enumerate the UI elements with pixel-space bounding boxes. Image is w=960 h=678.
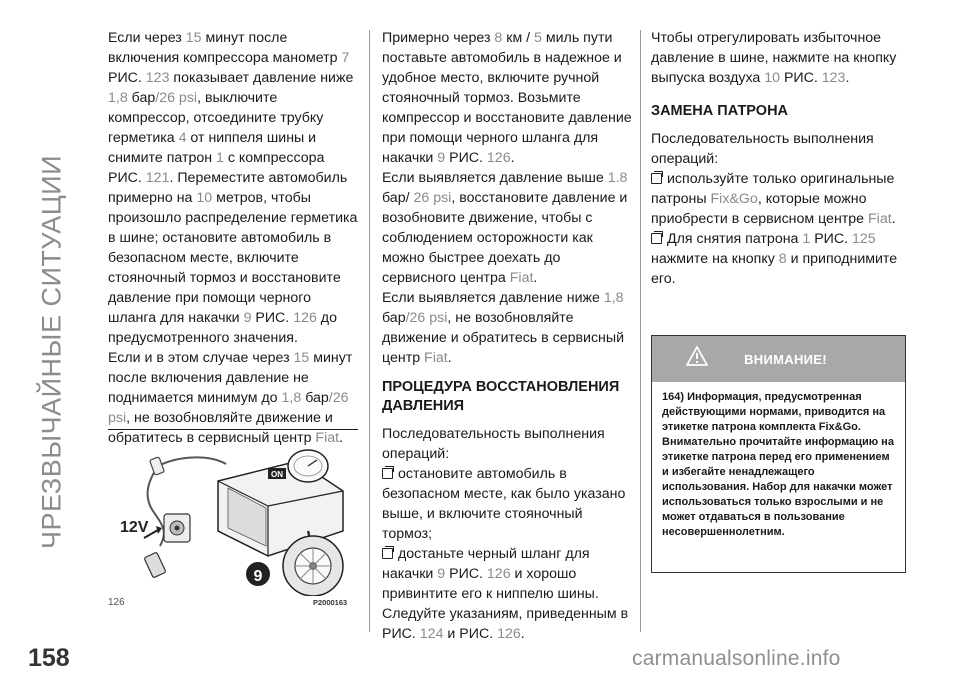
reference-value: 125: [852, 231, 876, 247]
reference-value: 123: [821, 70, 846, 86]
text-run: с компрессора РИС.: [108, 150, 325, 186]
text-run: Если через: [108, 30, 186, 46]
text-run: РИС.: [445, 566, 487, 582]
list-item-text: остановите автомобиль в безопасном месте, как было указано выше, и включите стояночный тормоз;: [382, 466, 626, 542]
text-run: .: [510, 150, 515, 166]
paragraph: Последовательность выполнения операций:: [651, 131, 874, 167]
list-item: [382, 464, 632, 544]
text-run: от ниппеля шины и снимите патрон: [108, 130, 317, 166]
compressor-illustration: [108, 436, 358, 596]
figure-number: 126: [108, 597, 125, 608]
reference-value: Fiat: [315, 430, 340, 446]
warning-header: [652, 336, 905, 382]
reference-value: 124: [419, 626, 444, 642]
reference-value: 9: [243, 310, 252, 326]
text-run: бар: [382, 310, 406, 326]
text-run: , не возобновляйте движение и обратитесь в сервисный центр: [108, 410, 333, 446]
reference-value: 126: [486, 150, 511, 166]
checkbox-bullet-icon: [651, 233, 663, 244]
voltage-label: 12V: [120, 519, 149, 536]
text-run: Если и в этом случае через: [108, 350, 294, 366]
reference-value: 15: [185, 30, 202, 46]
paragraph: [382, 168, 632, 288]
section-heading: ЗАМЕНА ПАТРОНА: [651, 103, 789, 119]
reference-value: 10: [196, 190, 213, 206]
reference-value: 4: [178, 130, 187, 146]
paragraph: [382, 28, 632, 168]
reference-value: 15: [293, 350, 310, 366]
text-run: км /: [502, 30, 535, 46]
callout-number: 9: [253, 568, 263, 585]
text-run: , которые можно приобрести в сервисном центре: [651, 191, 868, 227]
page-number: 158: [28, 644, 70, 672]
switch-label: ON: [271, 470, 283, 479]
reference-value: 123: [145, 70, 170, 86]
text-run: .: [339, 430, 344, 446]
checkbox-bullet-icon: [651, 173, 663, 184]
reference-value: 126: [486, 566, 511, 582]
text-run: и приподнимите его.: [651, 251, 898, 287]
text-run: Если выявляется давление выше: [382, 170, 608, 186]
text-run: .: [891, 211, 896, 227]
text-run: используйте только оригинальные патроны: [651, 171, 895, 207]
text-run: , восстановите давление и возобновите движение, чтобы с соблюдением осторожности как можно быстрее доехать до сервисного центра: [382, 190, 628, 286]
column-right: [651, 28, 906, 289]
text-run: РИС.: [810, 231, 853, 247]
text-run: достаньте черный шланг для накачки: [382, 546, 590, 582]
reference-value: /26 psi: [155, 90, 198, 106]
reference-value: 1,8: [281, 390, 302, 406]
text-run: Чтобы отрегулировать избыточное давление в шине, нажмите на кнопку выпуска воздуха: [651, 30, 897, 86]
checkbox-bullet-icon: [382, 468, 394, 479]
text-run: .: [520, 626, 525, 642]
column-middle: [382, 28, 632, 644]
section-heading: ПРОЦЕДУРА ВОССТАНОВЛЕНИЯ ДАВЛЕНИЯ: [382, 379, 620, 414]
column-divider: [640, 30, 641, 632]
text-run: Для снятия патрона: [667, 231, 803, 247]
text-run: минут после включения компрессора манометр: [108, 30, 342, 66]
reference-value: Fix&Go: [710, 191, 758, 207]
text-run: бар/: [382, 190, 414, 206]
text-run: .: [533, 270, 538, 286]
reference-value: 1: [216, 150, 224, 166]
reference-value: Fiat: [868, 211, 892, 227]
list-item-text: [651, 231, 897, 287]
text-run: Примерно через: [382, 30, 495, 46]
reference-value: /26 psi: [108, 390, 349, 426]
warning-box: [651, 335, 906, 573]
list-item: [382, 544, 632, 644]
text-run: метров, чтобы произошло распределение герметика в шине; остановите автомобиль в безопасном месте, включите стояночный тормоз и восстановите давление при помощи черного шланга для накачки: [108, 190, 358, 326]
reference-value: Fiat: [424, 350, 448, 366]
text-run: .: [447, 350, 452, 366]
reference-value: 7: [341, 50, 350, 66]
watermark: carmanualsonline.info: [632, 647, 841, 670]
reference-value: 126: [497, 626, 521, 642]
text-run: бар: [301, 390, 329, 406]
figure-top-rule: [108, 429, 358, 430]
text-run: до предусмотренного значения.: [108, 310, 337, 346]
text-run: минут после включения давление не поднимается минимум до: [108, 350, 353, 406]
paragraph: [108, 348, 358, 448]
reference-value: 9: [437, 566, 446, 582]
checkbox-bullet-icon: [382, 548, 394, 559]
text-run: и хорошо привинтите его к ниппелю шины. Следуйте указаниям, приведенным в РИС.: [382, 566, 629, 642]
reference-value: 5: [534, 30, 542, 46]
reference-value: 1.8: [607, 170, 628, 186]
text-run: , не возобновляйте движение и обратитесь в сервисный центр: [382, 310, 625, 366]
list-item: [651, 229, 906, 289]
reference-value: 1,8: [108, 90, 128, 106]
text-run: Если выявляется давление ниже: [382, 290, 604, 306]
reference-value: 8: [778, 251, 787, 267]
text-run: РИС.: [251, 310, 294, 326]
reference-value: 121: [145, 170, 170, 186]
column-left: [108, 28, 358, 448]
warning-text: 164) Информация, предусмотренная действующими нормами, приводится на этикетке патрона комплекта Fix&Go. Внимательно прочитайте информацию на этикетке патрона перед его применением и избегайте ненадлежащего использования. Набор для накачки может использоваться только взрослыми и не может отдаваться в пользование несовершеннолетним.: [662, 391, 894, 538]
warning-title: ВНИМАНИЕ!: [744, 351, 827, 367]
column-divider: [369, 30, 370, 632]
reference-value: 26 psi: [413, 190, 452, 206]
reference-value: 10: [764, 70, 781, 86]
list-item-text: [651, 171, 896, 227]
reference-value: 8: [494, 30, 503, 46]
list-item-text: [382, 546, 628, 642]
section-title: ЧРЕЗВЫЧАЙНЫЕ СИТУАЦИИ: [36, 155, 67, 549]
text-run: . Переместите автомобиль примерно на: [108, 170, 348, 206]
text-run: нажмите на кнопку: [651, 251, 779, 267]
reference-value: /26 psi: [405, 310, 448, 326]
paragraph: [651, 28, 906, 88]
text-run: РИС.: [780, 70, 822, 86]
reference-value: 9: [437, 150, 446, 166]
warning-triangle-icon: [686, 346, 708, 366]
text-run: и РИС.: [443, 626, 498, 642]
text-run: РИС.: [445, 150, 487, 166]
figure-code: P2000163: [313, 598, 348, 607]
paragraph: Последовательность выполнения операций:: [382, 426, 605, 462]
paragraph: [382, 288, 632, 368]
list-item: [651, 169, 906, 229]
figure-compressor: [108, 436, 358, 596]
reference-value: 1,8: [603, 290, 624, 306]
text-run: РИС.: [108, 70, 146, 86]
text-run: бар: [127, 90, 156, 106]
reference-value: 126: [293, 310, 317, 326]
text-run: , выключите компрессор, отсоедините трубку герметика: [108, 90, 324, 146]
paragraph: [108, 28, 358, 348]
reference-value: Fiat: [509, 270, 534, 286]
reference-value: 1: [802, 231, 811, 247]
text-run: .: [845, 70, 850, 86]
text-run: миль пути поставьте автомобиль в надежное и удобное место, включите ручной стояночный тормоз. Возьмите компрессор и восстановите давление при помощи черного шланга для накачки: [382, 30, 632, 166]
text-run: показывает давление ниже: [169, 70, 354, 86]
